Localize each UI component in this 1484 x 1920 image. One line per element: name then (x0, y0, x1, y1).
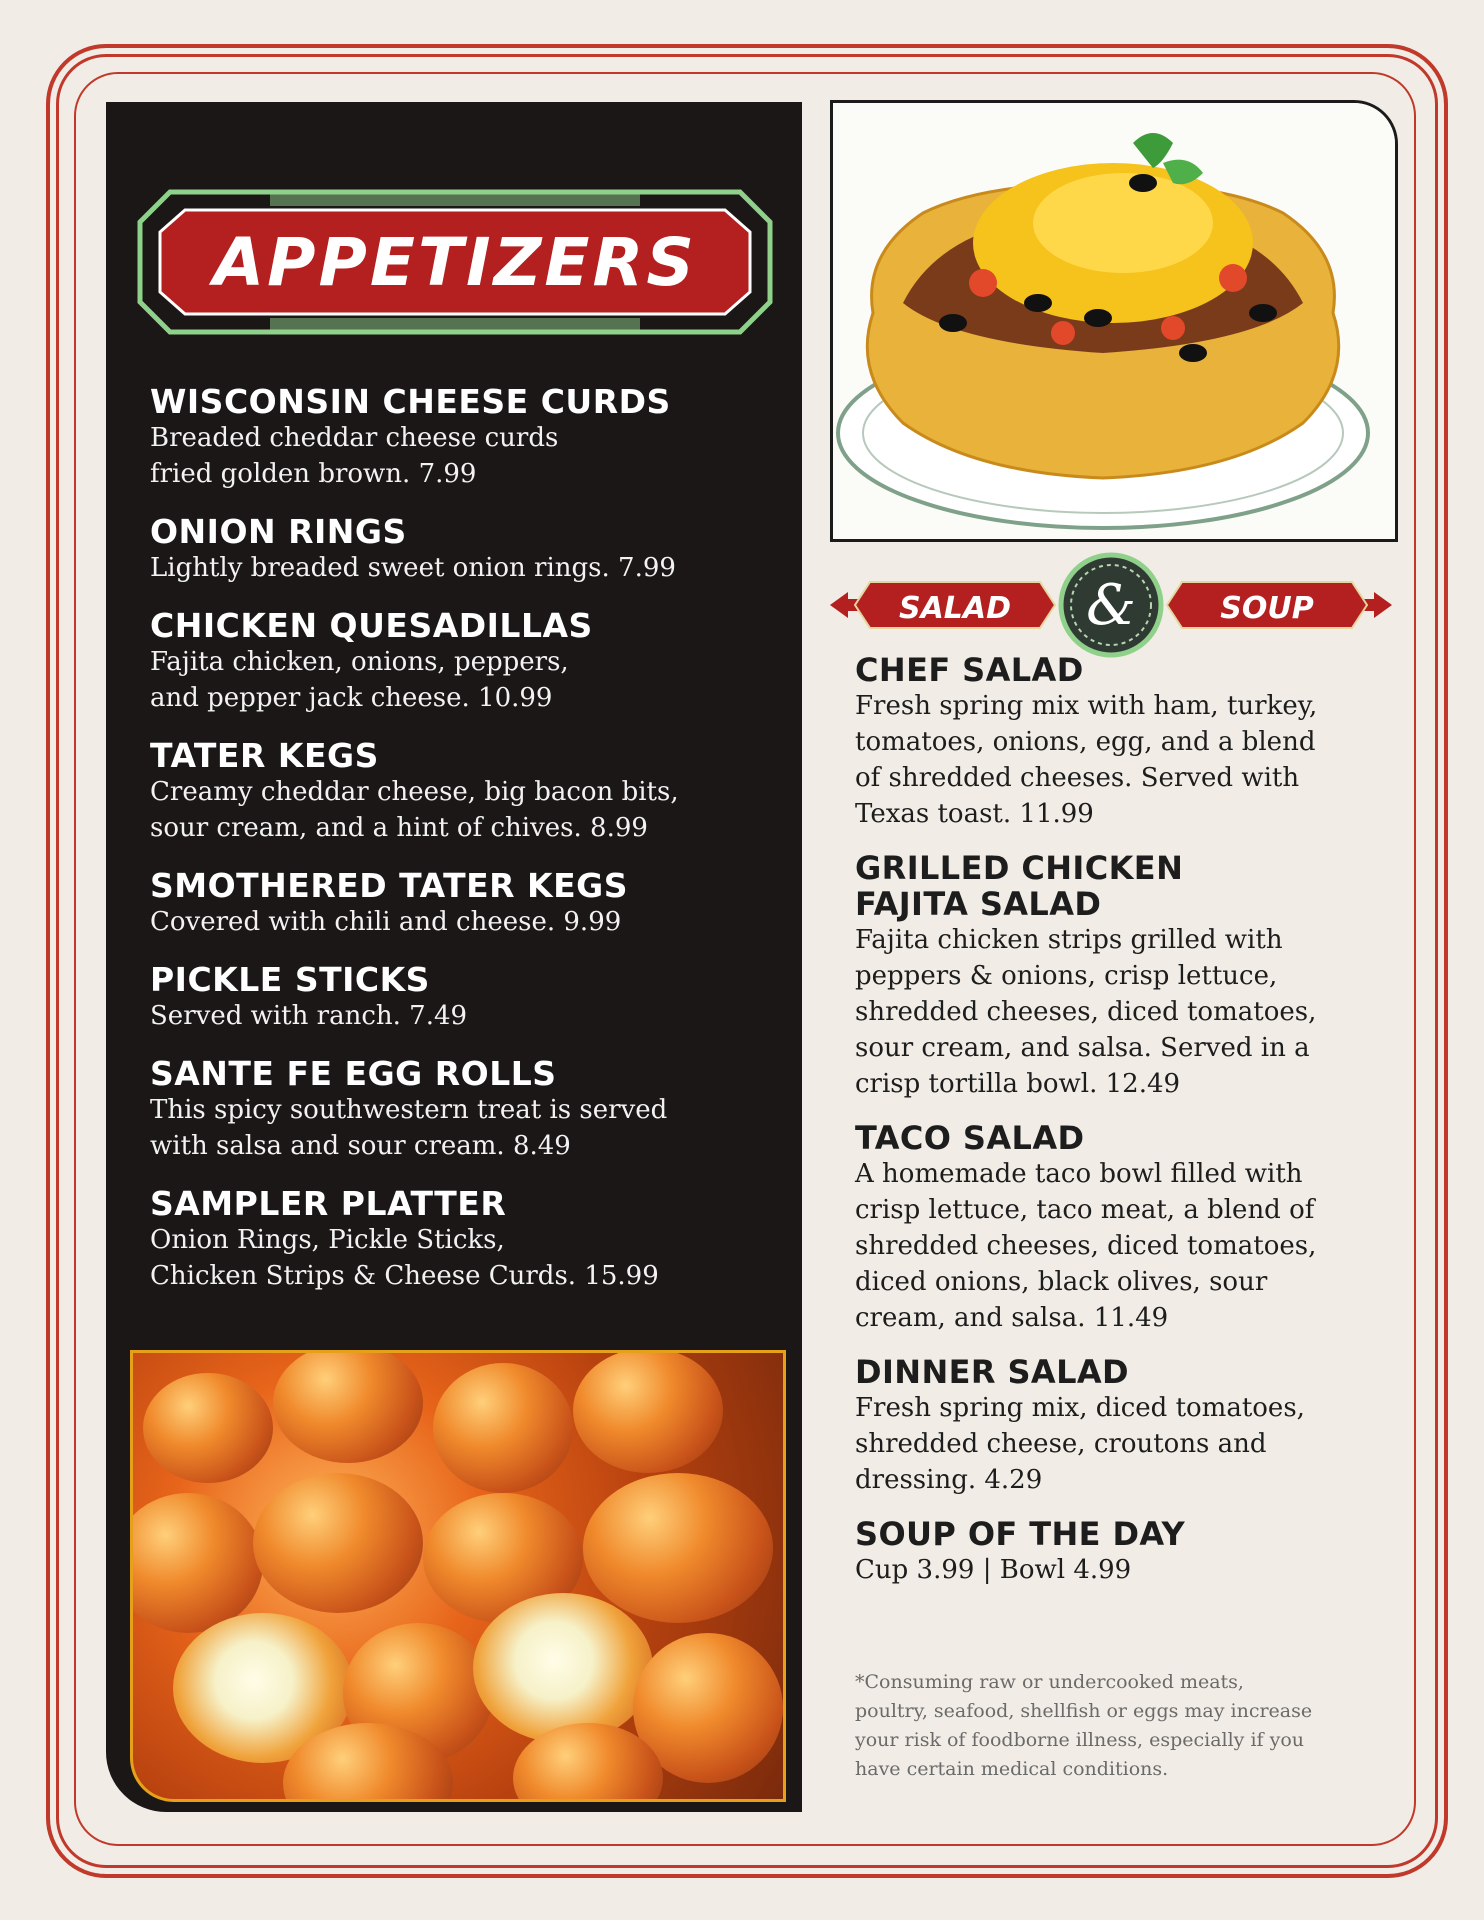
appetizer-item (150, 962, 770, 1034)
salad-soup-name: GRILLED CHICKEN FAJITA SALAD (855, 849, 1184, 923)
salad-soup-name: TACO SALAD (855, 1119, 1085, 1157)
appetizer-description: Served with ranch. 7.49 (150, 1001, 468, 1031)
appetizer-description: Fajita chicken, onions, peppers, and pepper jack cheese. 10.99 (150, 647, 569, 713)
taco-salad-photo (830, 100, 1398, 542)
salad-soup-item (855, 652, 1395, 832)
salad-soup-description: Fresh spring mix with ham, turkey, tomatoes, onions, egg, and a blend of shredded cheeses. Served with Texas toast. 11.99 (855, 691, 1318, 829)
appetizer-description: Lightly breaded sweet onion rings. 7.99 (150, 553, 676, 583)
banner-soup-text: SOUP (1220, 591, 1314, 626)
salad-soup-item (855, 1354, 1395, 1498)
salad-soup-description: Fresh spring mix, diced tomatoes, shredded cheese, croutons and dressing. 4.29 (855, 1393, 1305, 1495)
food-safety-disclaimer: *Consuming raw or undercooked meats, poultry, seafood, shellfish or eggs may increase your risk of foodborne illness, especially if you have certain medical conditions. (855, 1671, 1313, 1780)
salad-soup-name: DINNER SALAD (855, 1353, 1130, 1391)
cheese-curds-photo (130, 1350, 786, 1802)
salad-soup-item (855, 850, 1395, 1102)
appetizer-item (150, 384, 770, 492)
appetizer-description: Covered with chili and cheese. 9.99 (150, 907, 622, 937)
appetizers-title: APPETIZERS (213, 223, 697, 301)
salad-soup-description: A homemade taco bowl filled with crisp lettuce, taco meat, a blend of shredded cheeses, diced tomatoes, diced onions, black olives, sour cream, and salsa. 11.49 (855, 1159, 1317, 1333)
salad-soup-item (855, 1120, 1395, 1336)
appetizer-item (150, 1186, 770, 1294)
appetizer-description: Breaded cheddar cheese curds fried golden brown. 7.99 (150, 423, 559, 489)
salad-soup-description: Cup 3.99 | Bowl 4.99 (855, 1555, 1132, 1585)
appetizer-name: SAMPLER PLATTER (150, 1184, 507, 1223)
appetizer-name: CHICKEN QUESADILLAS (150, 606, 593, 645)
appetizer-item (150, 608, 770, 716)
appetizer-description: Onion Rings, Pickle Sticks, Chicken Strips & Cheese Curds. 15.99 (150, 1225, 659, 1291)
salad-soup-name: SOUP OF THE DAY (855, 1515, 1186, 1553)
appetizer-name: TATER KEGS (150, 736, 379, 775)
appetizer-item (150, 738, 770, 846)
appetizers-list (150, 384, 770, 1316)
appetizer-item (150, 514, 770, 586)
banner-ampersand-text: & (1086, 573, 1136, 638)
appetizers-title-wrap (130, 172, 780, 352)
banner-salad-text: SALAD (898, 591, 1012, 626)
appetizer-description: This spicy southwestern treat is served with salsa and sour cream. 8.49 (150, 1095, 668, 1161)
appetizer-name: SANTE FE EGG ROLLS (150, 1054, 557, 1093)
appetizer-name: ONION RINGS (150, 512, 407, 551)
salad-soup-item (855, 1516, 1395, 1588)
appetizer-name: WISCONSIN CHEESE CURDS (150, 382, 671, 421)
salad-soup-name: CHEF SALAD (855, 651, 1084, 689)
salad-soup-banner (830, 552, 1392, 658)
appetizer-description: Creamy cheddar cheese, big bacon bits, sour cream, and a hint of chives. 8.99 (150, 777, 679, 843)
appetizer-item (150, 1056, 770, 1164)
appetizer-name: PICKLE STICKS (150, 960, 430, 999)
salad-soup-description: Fajita chicken strips grilled with peppers & onions, crisp lettuce, shredded cheeses, diced tomatoes, sour cream, and salsa. Served in a crisp tortilla bowl. 12.49 (855, 925, 1317, 1099)
appetizer-name: SMOTHERED TATER KEGS (150, 866, 629, 905)
salad-soup-list (855, 652, 1395, 1606)
appetizer-item (150, 868, 770, 940)
